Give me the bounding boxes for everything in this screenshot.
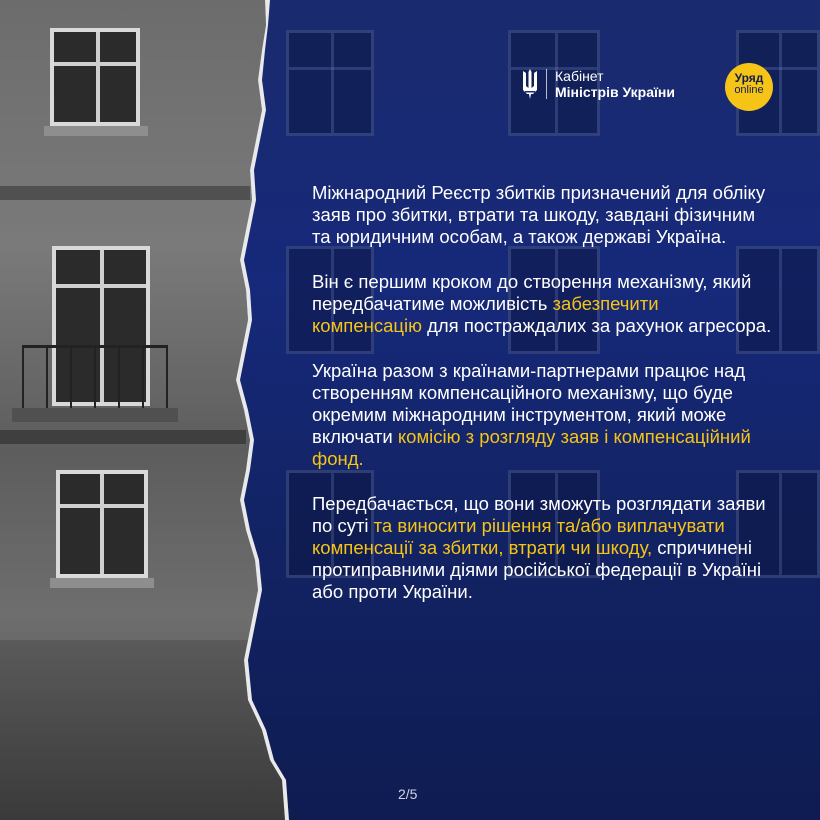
paragraph-2-highlight: забезпечити компенсацію <box>312 293 659 336</box>
paragraph-4-text-end: спричинені протиправними діями російської федерації в Україні або проти України. <box>312 537 762 602</box>
balcony-slab <box>12 408 178 422</box>
paragraph-4-highlight: та виносити рішення та/або виплачувати компенсації за збитки, втрати чи шкоду, <box>312 515 725 558</box>
paragraph-4-text: Передбачається, що вони зможуть розглядати заяви по суті <box>312 493 766 536</box>
main-text <box>312 182 772 626</box>
cabinet-name-line1: Кабінет <box>555 68 604 84</box>
logo-divider <box>546 69 547 99</box>
building-window <box>286 30 374 136</box>
paragraph-3 <box>312 360 772 470</box>
cabinet-name <box>555 68 675 100</box>
window-sill <box>44 126 148 136</box>
cabinet-name-line2: Міністрів України <box>555 84 675 100</box>
badge-subtitle: online <box>734 84 764 96</box>
building-window <box>56 470 148 578</box>
building-window <box>52 246 150 406</box>
paragraph-2 <box>312 271 772 337</box>
paragraph-3-text: Україна разом з країнами-партнерами працює над створенням компенсаційного механізму, що буде окремим міжнародним інструментом, який може включати <box>312 360 746 447</box>
page-indicator: 2/5 <box>398 786 418 802</box>
cabinet-logo <box>522 68 675 100</box>
uryad-online-badge <box>725 63 773 111</box>
badge-title: Уряд <box>734 71 764 85</box>
paragraph-4 <box>312 493 772 603</box>
building-ledge <box>0 186 250 200</box>
building-window <box>50 28 140 126</box>
paragraph-3-highlight: комісію з розгляду заяв і компенсаційний фонд. <box>312 426 751 469</box>
building-ledge <box>0 430 246 444</box>
window-sill <box>50 578 154 588</box>
paragraph-2-text: Він є першим кроком до створення механізму, який передбачатиме можливість <box>312 271 752 314</box>
trident-icon <box>522 68 538 100</box>
paragraph-2-text-end: для постраждалих за рахунок агресора. <box>421 315 772 336</box>
balcony-railing <box>22 345 168 348</box>
paragraph-1: Міжнародний Реєстр збитків призначений для обліку заяв про збитки, втрати та шкоду, завдані фізичним та юридичним особам, а також державі Україна. <box>312 182 766 247</box>
